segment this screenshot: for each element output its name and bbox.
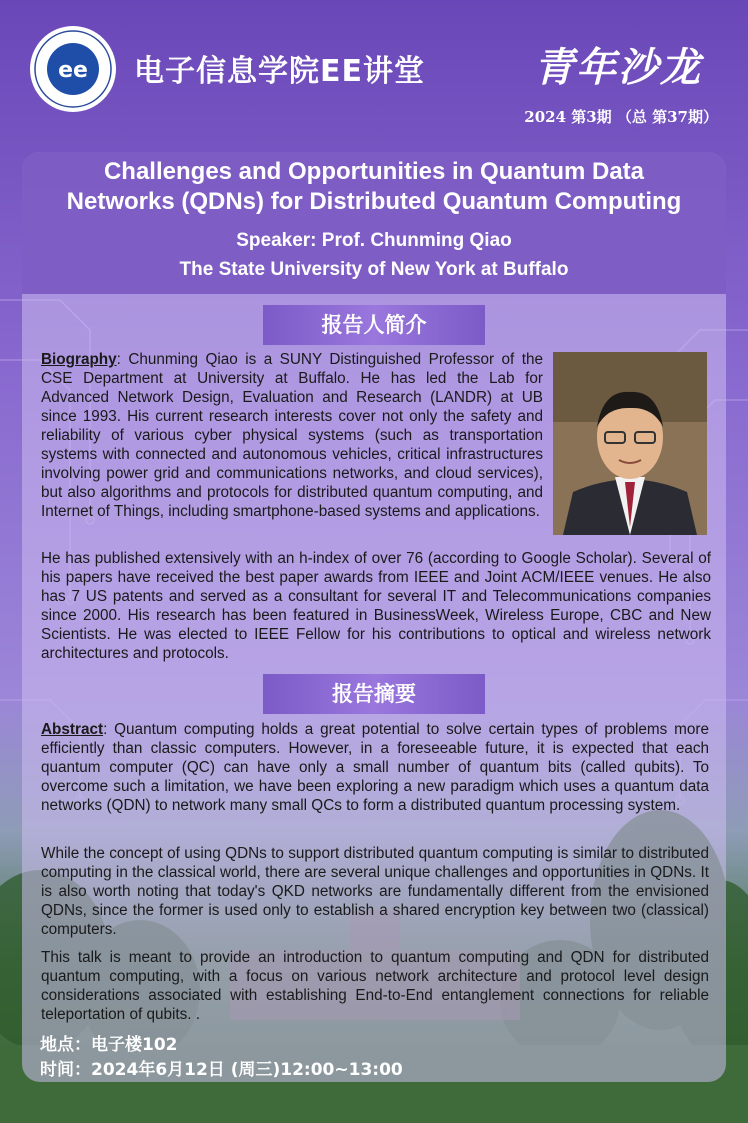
event-time: 时间：2024年6月12日 (周三)12:00~13:00 [40,1060,403,1080]
biography-heading: 报告人简介 [263,305,485,345]
brand-title: 青年沙龙 [534,45,702,91]
abstract-label: Abstract [41,721,104,738]
biography-paragraph-2: He has published extensively with an h-index of over 76 (according to Google Scholar). Several of his papers have received the best paper awards from IEEE and Joint ACM/IEEE venues. He also has 7 US patents and served as a consultant for several IT and Telecommunications companies since 2000. His research has been featured in BusinessWeek, Wireless Europe, CBC and New Scientists. He was elected to IEEE Fellow for his contributions to optical and wireless network architectures and protocols. [41,550,711,662]
biography-paragraph-1 [41,350,543,521]
org-title: 电子信息学院EE讲堂 [134,54,425,89]
affiliation: The State University of New York at Buffalo [179,259,569,280]
header [0,0,748,150]
svg-text:ee: ee [58,58,88,83]
abstract-paragraph-1 [41,720,709,815]
abstract-heading: 报告摘要 [263,674,485,714]
talk-title-line1: Challenges and Opportunities in Quantum Data [103,158,645,185]
event-location: 地点：电子楼102 [40,1035,178,1055]
biography-text-1: : Chunming Qiao is a SUNY Distinguished Professor of the CSE Department at University at Buffalo. He has led the Lab for Advanced Network Design, Evaluation and Research (LANDR) at UB since 1993. His current research interests cover not only the safety and reliability of various cyber physical systems (such as transportation systems with connected and autonomous vehicles, critical infrastructures involving power grid and communications networks, and cloud services), but also algorithms and protocols for distributed quantum computing, and Internet of Things, including smartphone-based systems and applications. [41,351,543,520]
talk-title-line2: Networks (QDNs) for Distributed Quantum Computing [66,188,682,215]
abstract-paragraph-3: This talk is meant to provide an introduction to quantum computing and QDN for distributed quantum computing, with a focus on various network architecture and protocol level design considerations associated with establishing End-to-End entanglement connections for reliable teleportation of qubits. . [41,949,709,1023]
talk-title [22,157,726,217]
biography-label: Biography [41,351,117,368]
issue-number: 2024 第3期 （总 第37期） [524,108,718,126]
ee-logo-icon [28,24,118,114]
speaker: Speaker: Prof. Chunming Qiao [236,230,512,251]
abstract-paragraph-2: While the concept of using QDNs to support distributed quantum computing is similar to distributed computing in the classical world, there are several unique challenges and opportunities in QDNs. It is also worth noting that today's QKD networks are fundamentally different from the envisioned QDNs, since the former is used only to establish a shared encryption key between two (classical) computers. [41,845,709,938]
speaker-photo [553,352,707,535]
abstract-text-1: : Quantum computing holds a great potential to solve certain types of problems more efficiently than classic computers. However, in a foreseeable future, it is expected that each quantum computer (QC) can have only a small number of quantum bits (called qubits). To overcome such a limitation, we have been exploring a new paradigm which uses a quantum data networks (QDN) to network many small QCs to form a distributed quantum processing system. [41,721,709,814]
